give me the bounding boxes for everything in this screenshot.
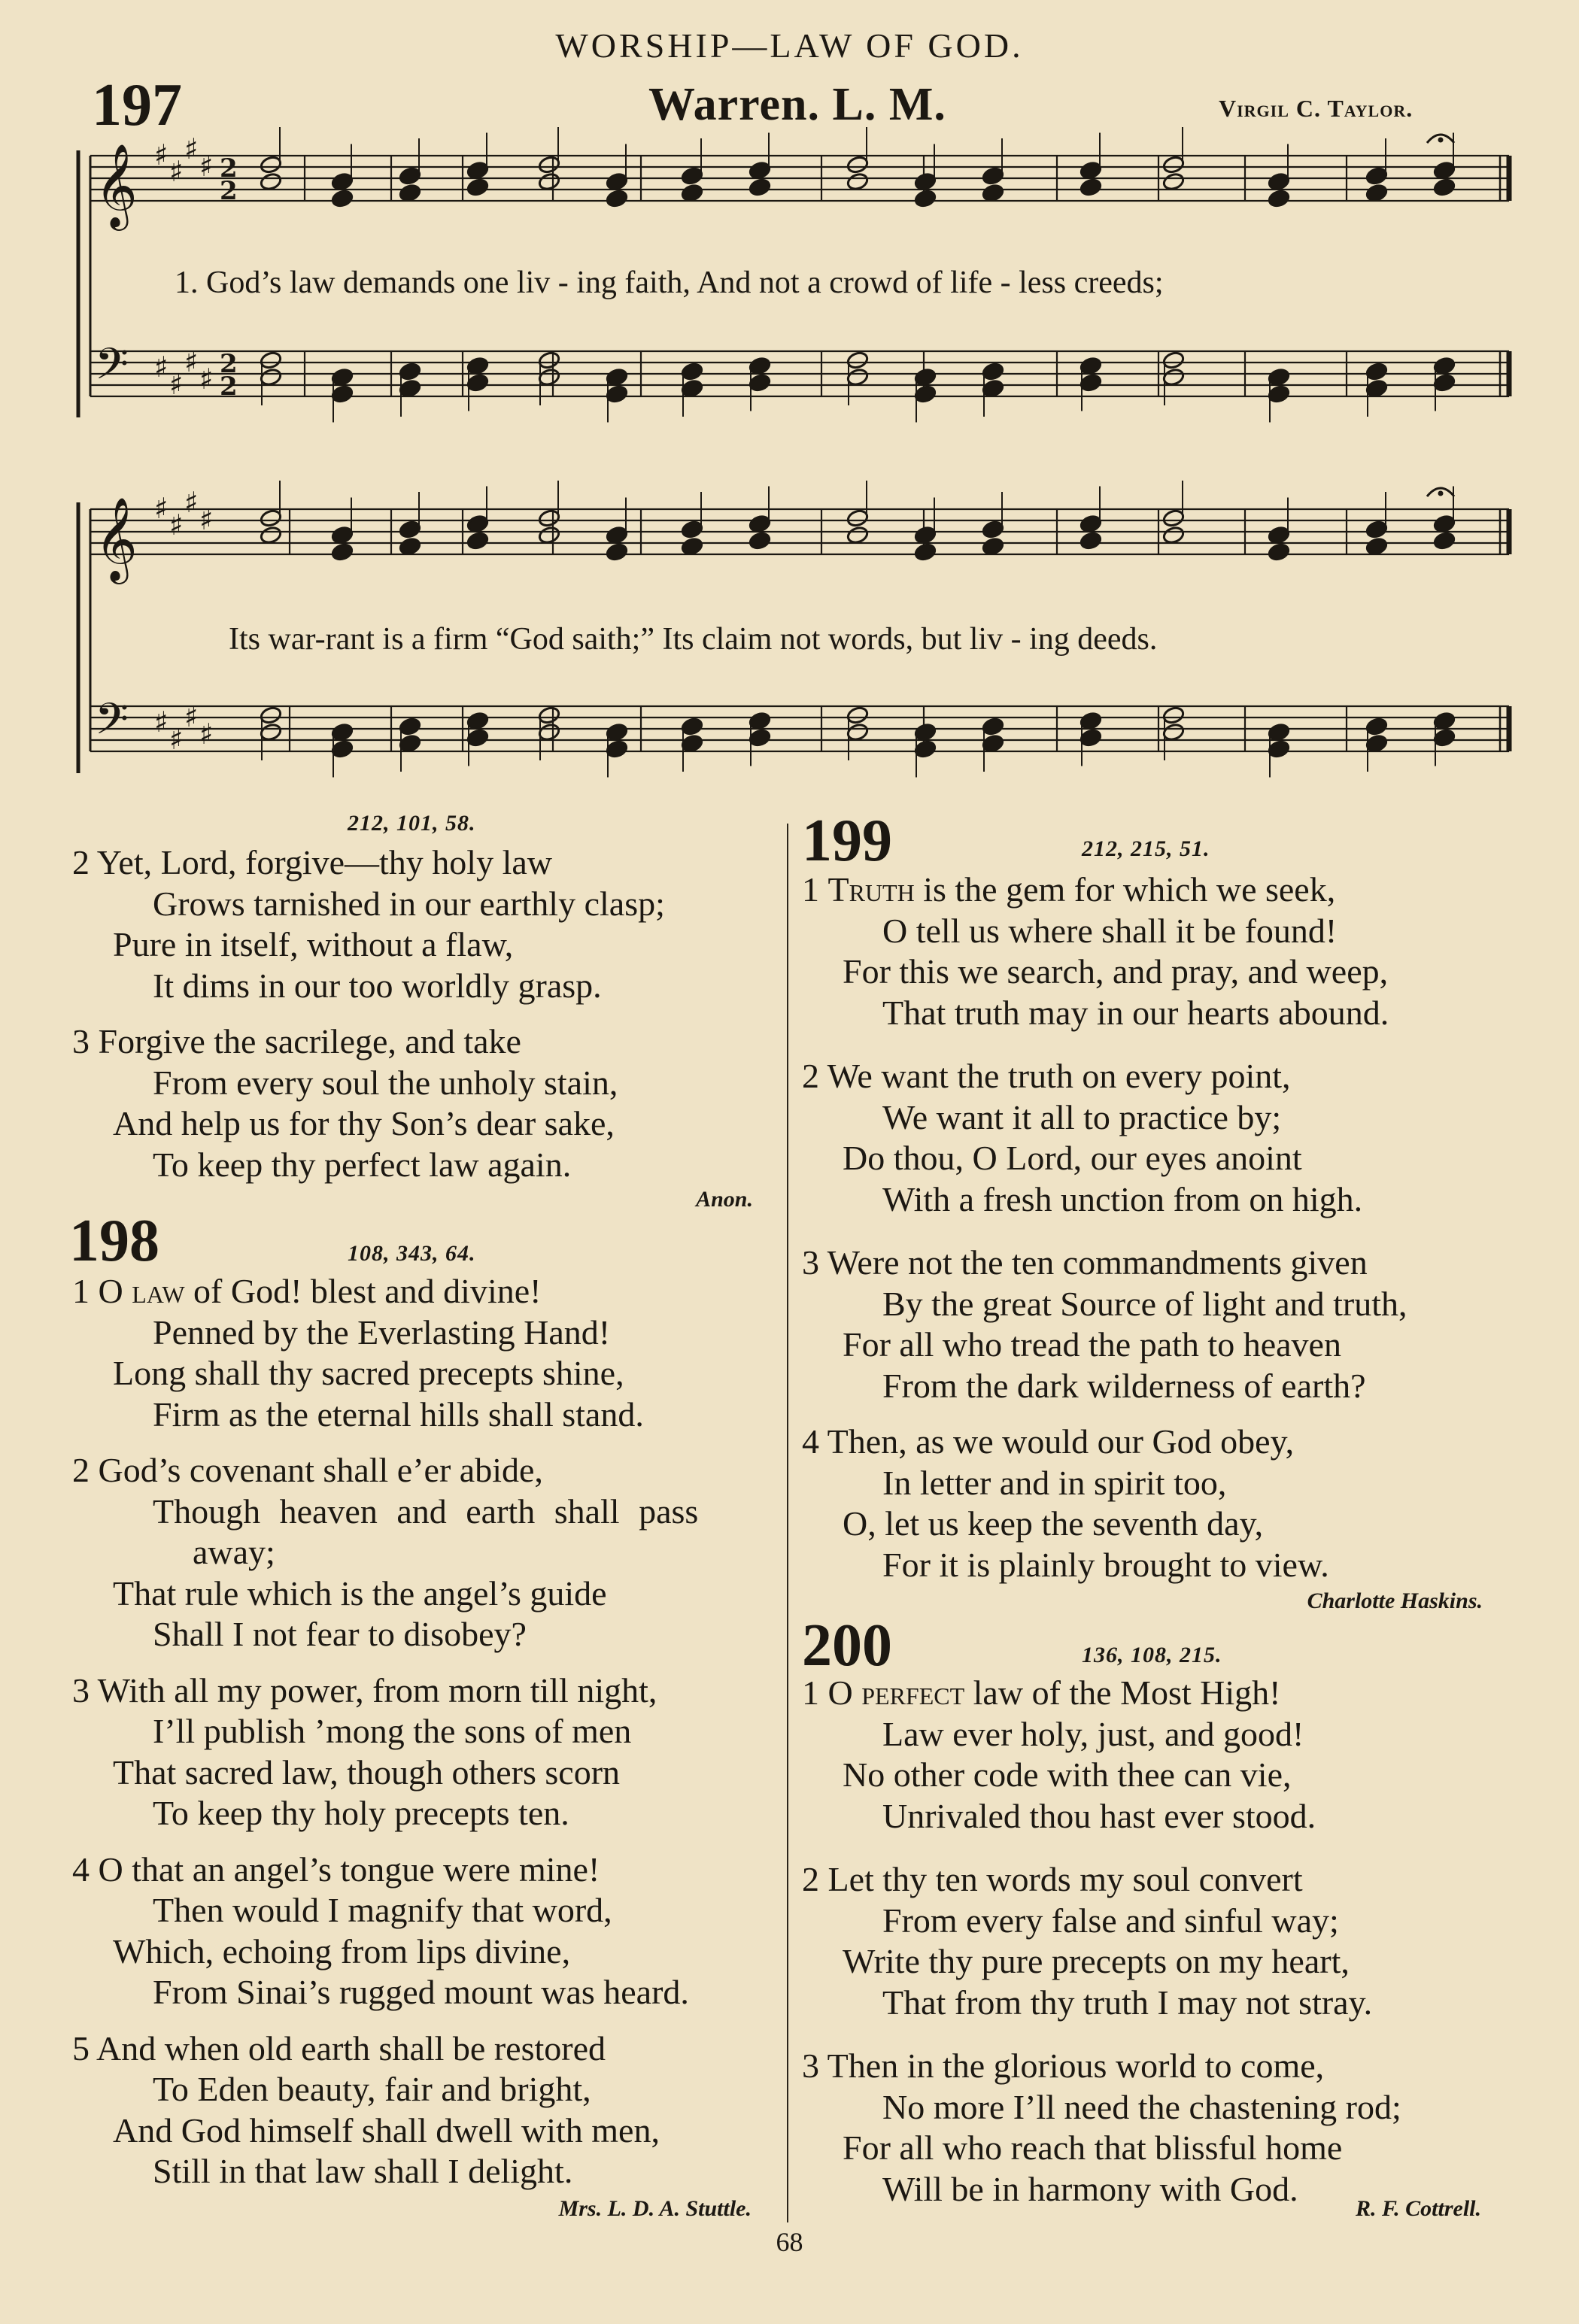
verse-line: God’s covenant shall e’er abide, [98,1451,543,1489]
svg-text:♯: ♯ [184,132,199,165]
author-197: Anon. [696,1187,753,1212]
verse-line: Penned by the Everlasting Hand! [153,1312,611,1352]
verse-line: For all who tread the path to heaven [843,1325,1341,1364]
verse-line: We want it all to practice by; [882,1097,1282,1136]
verse-number: 1 [72,1272,90,1310]
verse-line: Which, echoing from lips divine, [113,1931,571,1971]
verse-line: O, let us keep the seventh day, [843,1504,1264,1543]
verse-197-3 [72,1021,787,1185]
hymn-199-verses [802,869,1562,1585]
verse-number: 4 [802,1422,819,1461]
verse-line: From the dark wilderness of earth? [882,1366,1366,1405]
verse-198-2 [72,1450,787,1655]
verse-line: For this we search, and pray, and weep, [843,952,1389,991]
column-divider [787,824,788,2222]
svg-text:𝄞: 𝄞 [95,496,138,581]
verse-line: Long shall thy sacred precepts shine, [113,1354,624,1392]
verse-line-rest: is the gem for which we seek, [914,870,1336,909]
verse-line: And when old earth shall be restored [96,2028,606,2068]
verse-number: 3 [802,2046,819,2085]
svg-text:♯: ♯ [154,350,169,384]
page-number: 68 [776,2227,803,2257]
verse-line: Will be in harmony with God. [882,2169,1298,2208]
verse-number: 3 [802,1243,819,1282]
verse-line: Law ever holy, just, and good! [882,1714,1304,1753]
svg-text:♯: ♯ [184,486,199,519]
verse-number: 4 [72,1849,90,1889]
svg-text:♯: ♯ [169,508,184,542]
tune-name: Warren. L. M. [648,79,946,130]
svg-text:♯: ♯ [154,138,169,171]
verse-number: 2 [802,1057,819,1095]
verse-number: 3 [72,1022,90,1060]
verse-line: Pure in itself, without a flaw, [113,925,514,963]
hymn-200-verses [802,1673,1562,2210]
svg-text:♯: ♯ [199,363,214,396]
verse-line: To keep thy perfect law again. [153,1145,572,1184]
verse-line: Forgive the sacrilege, and take [98,1022,521,1060]
verse-199-1 [802,869,1562,1033]
verse-line: With all my power, from morn till night, [97,1670,657,1710]
verse-line: I’ll publish ’mong the sons of men [153,1712,632,1750]
verse-line: And help us for thy Son’s dear sake, [113,1104,615,1142]
verse-line-cap: Truth [827,870,915,909]
verse-line: Then in the glorious world to come, [827,2046,1325,2085]
verse-line: Write thy pure precepts on my heart, [843,1942,1350,1980]
svg-text:2: 2 [220,349,238,379]
verse-line-rest: of God! blest and divine! [184,1272,542,1310]
verse-number: 3 [72,1670,90,1710]
verse-line: From every soul the unholy stain, [153,1063,618,1102]
verse-line: Do thou, O Lord, our eyes anoint [843,1139,1302,1177]
verse-line-lead: O [98,1272,132,1310]
verse-line: That truth may in our hearts abound. [882,993,1389,1032]
svg-text:2: 2 [220,372,238,402]
verse-line: O tell us where shall it be found! [882,911,1338,950]
verse-number: 2 [72,1451,90,1489]
hymn-198-verses [72,1271,787,2192]
verse-line: Let thy ten words my soul convert [827,1860,1303,1898]
verse-200-3 [802,2046,1562,2210]
svg-text:𝄢: 𝄢 [95,693,129,755]
verse-line-lead: O [827,1673,862,1712]
verse-line-cap: law [132,1272,185,1310]
lyric-line-2: Its war-rant is a firm “God saith;” Its claim not words, but liv - ing deeds. [229,622,1158,657]
verse-line: That from thy truth I may not stray. [882,1983,1373,2022]
verse-number: 1 [802,870,819,909]
verse-line: Were not the ten commandments given [827,1243,1368,1282]
verse-line: Unrivaled thou hast ever stood. [882,1796,1316,1835]
verse-line: We want the truth on every point, [827,1057,1291,1095]
svg-text:2: 2 [220,153,238,184]
verse-200-2 [802,1859,1562,2023]
hymn-197-verses [72,842,787,1185]
verse-line: Shall I not fear to disobey? [153,1615,527,1653]
verse-198-4 [72,1849,787,2013]
verse-line: Grows tarnished in our earthly clasp; [153,884,665,923]
verse-line: away; [193,1533,275,1571]
verse-line: That rule which is the angel’s guide [113,1573,607,1613]
svg-text:𝄞: 𝄞 [95,143,138,227]
verse-198-5 [72,2028,787,2192]
hymn-number-199: 199 [802,808,892,874]
svg-text:♯: ♯ [154,492,169,525]
verse-199-2 [802,1056,1562,1220]
verse-line: No more I’ll need the chastening rod; [882,2087,1401,2126]
svg-text:♯: ♯ [169,155,184,188]
verse-number: 1 [802,1673,819,1712]
verse-197-2 [72,842,787,1006]
verse-line-cap: perfect [861,1673,965,1712]
svg-text:𝄢: 𝄢 [95,338,129,400]
verse-line: Then, as we would our God obey, [827,1422,1295,1461]
verse-number: 5 [72,2028,90,2068]
svg-text:♯: ♯ [154,705,169,739]
verse-line: O that an angel’s tongue were mine! [98,1849,600,1889]
verse-line: For it is plainly brought to view. [882,1545,1329,1584]
verse-line: Still in that law shall I delight. [153,2152,573,2190]
verse-line: Then would I magnify that word, [153,1891,612,1929]
lyric-line-1: 1. God’s law demands one liv - ing faith, And not a crowd of life - less creeds; [175,265,1164,300]
verse-199-3 [802,1242,1562,1406]
verse-line: By the great Source of light and truth, [882,1284,1407,1323]
svg-text:♯: ♯ [199,150,214,183]
hymn-number-200: 200 [802,1613,892,1679]
tune-refs-200: 136, 108, 215. [1082,1643,1222,1667]
author-199: Charlotte Haskins. [1307,1588,1483,1613]
verse-line: No other code with thee can vie, [843,1755,1292,1794]
verse-line: For all who reach that blissful home [843,2128,1343,2167]
svg-text:♯: ♯ [169,368,184,401]
running-header: WORSHIP—LAW OF GOD. [555,26,1024,65]
svg-text:♯: ♯ [184,345,199,378]
author-198: Mrs. L. D. A. Stuttle. [558,2196,752,2221]
verse-200-1 [802,1673,1562,1837]
verse-line: And God himself shall dwell with men, [113,2110,660,2150]
verse-line: Though heaven and earth shall pass [153,1491,699,1531]
tune-refs-197: 212, 101, 58. [348,811,476,836]
svg-text:♯: ♯ [199,503,214,536]
verse-line: Yet, Lord, forgive—thy holy law [96,843,553,881]
svg-text:♯: ♯ [184,700,199,733]
svg-text:2: 2 [220,176,238,206]
hymn-number-197: 197 [92,72,182,138]
verse-line-rest: law of the Most High! [964,1673,1281,1712]
verse-line: Firm as the eternal hills shall stand. [153,1394,644,1434]
verse-198-1 [72,1271,787,1435]
verse-number: 2 [72,843,90,881]
tune-refs-199: 212, 215, 51. [1082,836,1210,861]
music-score [0,0,1579,782]
author-200: R. F. Cottrell. [1356,2196,1481,2221]
verse-line: In letter and in spirit too, [882,1463,1227,1502]
verse-line: It dims in our too worldly grasp. [153,966,602,1005]
verse-line: With a fresh unction from on high. [882,1179,1363,1218]
verse-line: From Sinai’s rugged mount was heard. [153,1973,689,2011]
composer: Virgil C. Taylor. [1219,95,1414,122]
tune-refs-198: 108, 343, 64. [348,1241,476,1266]
svg-text:♯: ♯ [199,718,214,751]
verse-line: To keep thy holy precepts ten. [153,1794,569,1832]
verse-line: From every false and sinful way; [882,1901,1339,1940]
verse-line: That sacred law, though others scorn [113,1752,621,1792]
verse-199-4 [802,1421,1562,1585]
verse-number: 2 [802,1860,819,1898]
hymn-number-198: 198 [69,1208,159,1274]
verse-198-3 [72,1670,787,1834]
verse-line: To Eden beauty, fair and bright, [153,2070,591,2108]
svg-text:♯: ♯ [169,723,184,756]
